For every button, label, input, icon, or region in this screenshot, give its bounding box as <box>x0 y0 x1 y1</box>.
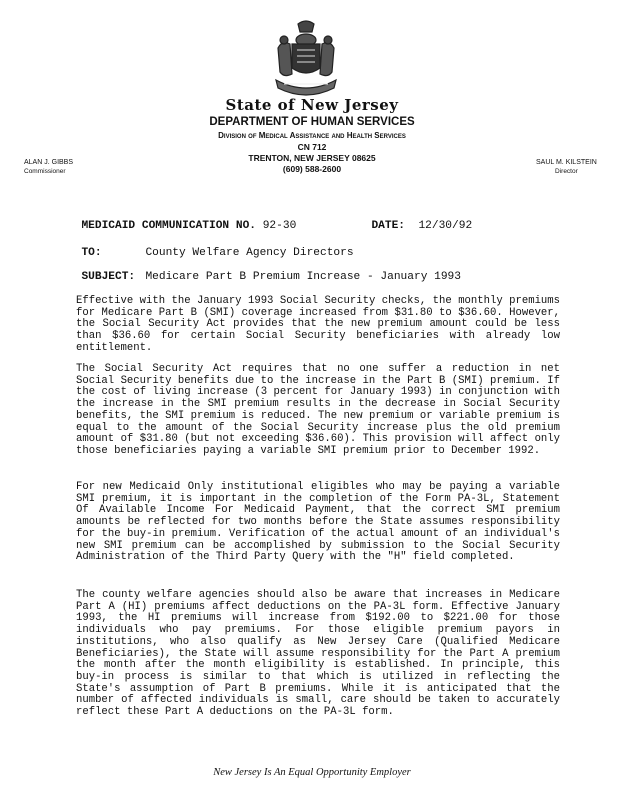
new-jersey-state-seal-icon <box>270 18 342 100</box>
director-title: Director <box>555 168 578 175</box>
commissioner-name: ALAN J. GIBBS <box>24 159 74 166</box>
address-box: CN 712 <box>297 142 327 152</box>
paragraph-2: The Social Security Act requires that no one suffer a reduction in net Social Security benefits due to the increase in the Part B (SMI) premium. If the cost of living increase (3 percent for January 1993) in conjunction with the increase in the SMI premium results in the decrease in Social Security benefits, the SMI premium is reduced. The new premium or variable premium is equal to the amount of the Social Security increase plus the old premium amount of $31.80 (but not exceeding $36.60). This provision will affect only those beneficiaries paying a variable SMI premium prior to December 1992. <box>76 363 560 457</box>
address-city: TRENTON, NEW JERSEY 08625 <box>248 153 376 163</box>
footer-statement: New Jersey Is An Equal Opportunity Employer <box>213 767 411 778</box>
department-name: DEPARTMENT OF HUMAN SERVICES <box>209 116 415 128</box>
subject-label: SUBJECT: <box>81 271 136 283</box>
division-name: Division of Medical Assistance and Health Services <box>218 131 406 140</box>
date-line <box>358 208 472 232</box>
director-name: SAUL M. KILSTEIN <box>536 159 597 166</box>
paragraph-1: Effective with the January 1993 Social Security checks, the monthly premiums for Medicare Part B (SMI) coverage increased from $31.80 to $36.60. However, the Social Security Act provides that the new premium amount could be less than $36.60 for certain Social Security beneficiaries with already low entitlement. <box>76 295 560 354</box>
phone-number: (609) 588-2600 <box>282 164 342 174</box>
to-value: County Welfare Agency Directors <box>145 247 354 259</box>
commissioner-title: Commissioner <box>24 168 66 175</box>
to-line <box>68 235 354 259</box>
subject-line <box>68 259 461 283</box>
paragraph-3: For new Medicaid Only institutional eligibles who may be paying a variable SMI premium, it is important in the completion of the Form PA-3L, Statement Of Available Income For Medicaid Payment, that the correct SMI premium amounts be reflected for two months before the State assumes responsibility for the buy-in premium. Verification of the actual amount of an individual's new SMI premium can be accomplished by submission to the Social Security Administration of the Third Party Query with the "H" field completed. <box>76 481 560 564</box>
date-label: DATE: <box>371 220 406 232</box>
commissioner-block <box>24 158 73 176</box>
state-title: State of New Jersey <box>225 96 399 114</box>
communication-label: MEDICAID COMMUNICATION NO. <box>81 220 256 232</box>
communication-number-line <box>68 208 296 232</box>
to-label: TO: <box>81 247 102 259</box>
subject-value: Medicare Part B Premium Increase - January 1993 <box>145 271 461 283</box>
paragraph-4: The county welfare agencies should also be aware that increases in Medicare Part A (HI) premiums affect deductions on the PA-3L form. Effective January 1993, the HI premiums will increase from $192.00 to $221.00 for those individuals who pay premiums. For those eligible premium payors in institutions, who also qualify as New Jersey Care (Qualified Medicare Beneficiaries), the State will assume responsibility for the Part A premium the month after the month eligibility is established. In principle, this buy-in process is similar to that which is utilized in reflecting the State's assumption of Part B premiums. While it is anticipated that the number of affected individuals is small, care should be taken to accurately reflect these Part A deductions on the PA-3L form. <box>76 589 560 719</box>
communication-number: 92-30 <box>262 220 297 232</box>
director-block <box>536 158 597 176</box>
date-value: 12/30/92 <box>418 220 473 232</box>
